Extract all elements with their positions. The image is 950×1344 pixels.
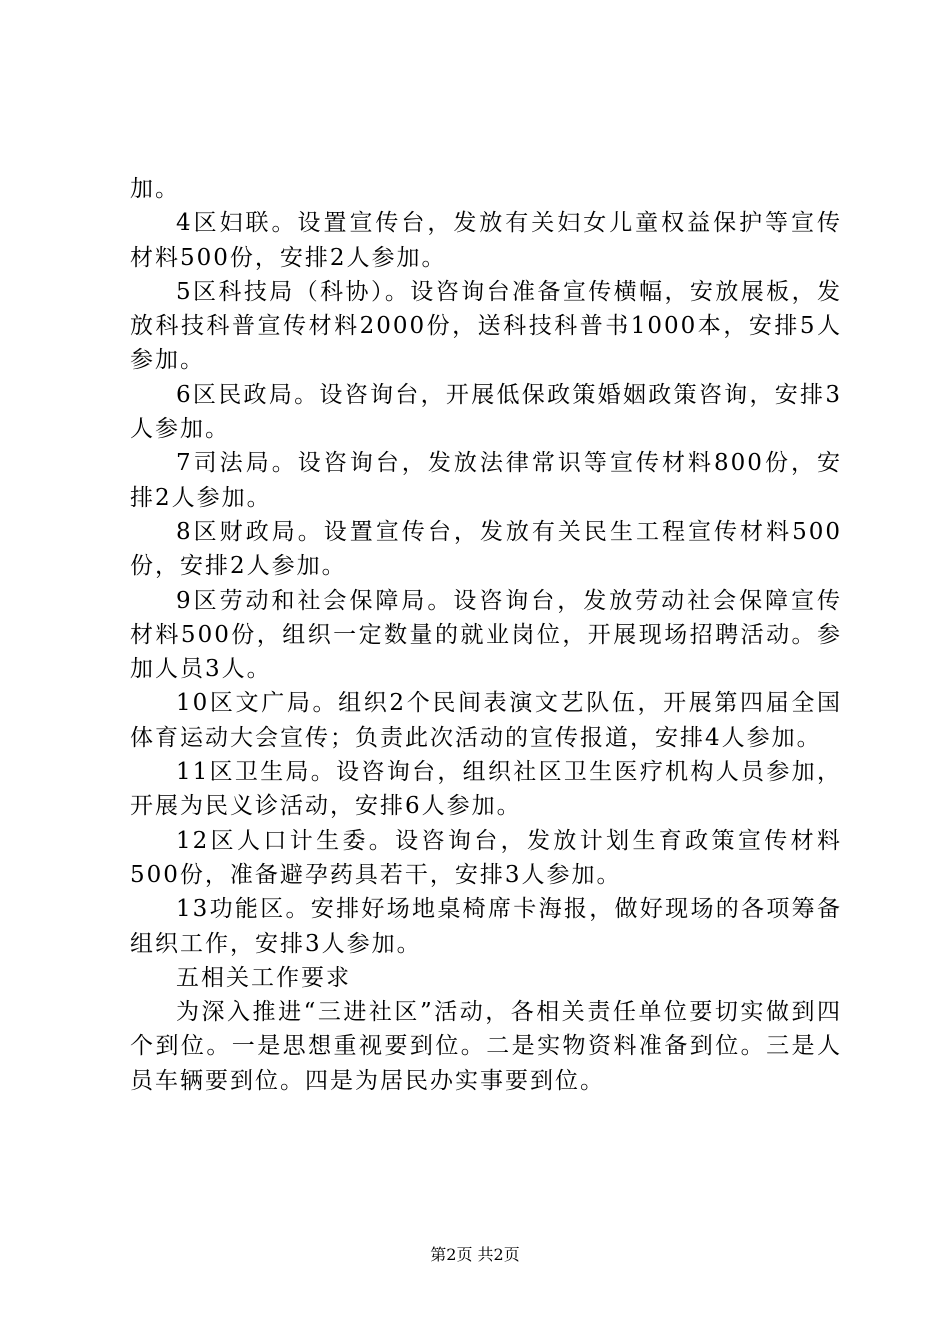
- page-footer: 第2页 共2页: [430, 1245, 520, 1264]
- section-heading: 五相关工作要求: [176, 964, 351, 991]
- document-body: [130, 172, 842, 1098]
- paragraph: 10区文广局。组织2个民间表演文艺队伍，开展第四届全国体育运动大会宣传；负责此次活动的宣传报道，安排4人参加。: [130, 690, 842, 751]
- paragraph: 12区人口计生委。设咨询台，发放计划生育政策宣传材料500份，准备避孕药具若干，安排3人参加。: [130, 827, 842, 888]
- paragraph: 5区科技局（科协）。设咨询台准备宣传横幅，安放展板，发放科技科普宣传材料2000份，送科技科普书1000本，安排5人参加。: [130, 278, 842, 374]
- paragraph: 13功能区。安排好场地桌椅席卡海报，做好现场的各项筹备组织工作，安排3人参加。: [130, 896, 842, 957]
- paragraph: 6区民政局。设咨询台，开展低保政策婚姻政策咨询，安排3人参加。: [130, 381, 842, 443]
- paragraph: 11区卫生局。设咨询台，组织社区卫生医疗机构人员参加，开展为民义诊活动，安排6人参加。: [130, 759, 842, 820]
- paragraph: 9区劳动和社会保障局。设咨询台，发放劳动社会保障宣传材料500份，组织一定数量的就业岗位，开展现场招聘活动。参加人员3人。: [130, 587, 842, 683]
- paragraph: 7司法局。设咨询台，发放法律常识等宣传材料800份，安排2人参加。: [130, 450, 842, 511]
- paragraph: 4区妇联。设置宣传台，发放有关妇女儿童权益保护等宣传材料500份，安排2人参加。: [130, 210, 842, 271]
- paragraph: 为深入推进“三进社区”活动，各相关责任单位要切实做到四个到位。一是思想重视要到位。二是实物资料准备到位。三是人员车辆要到位。四是为居民办实事要到位。: [130, 999, 842, 1094]
- paragraph: 加。: [130, 176, 180, 202]
- paragraph: 8区财政局。设置宣传台，发放有关民生工程宣传材料500份，安排2人参加。: [130, 518, 842, 580]
